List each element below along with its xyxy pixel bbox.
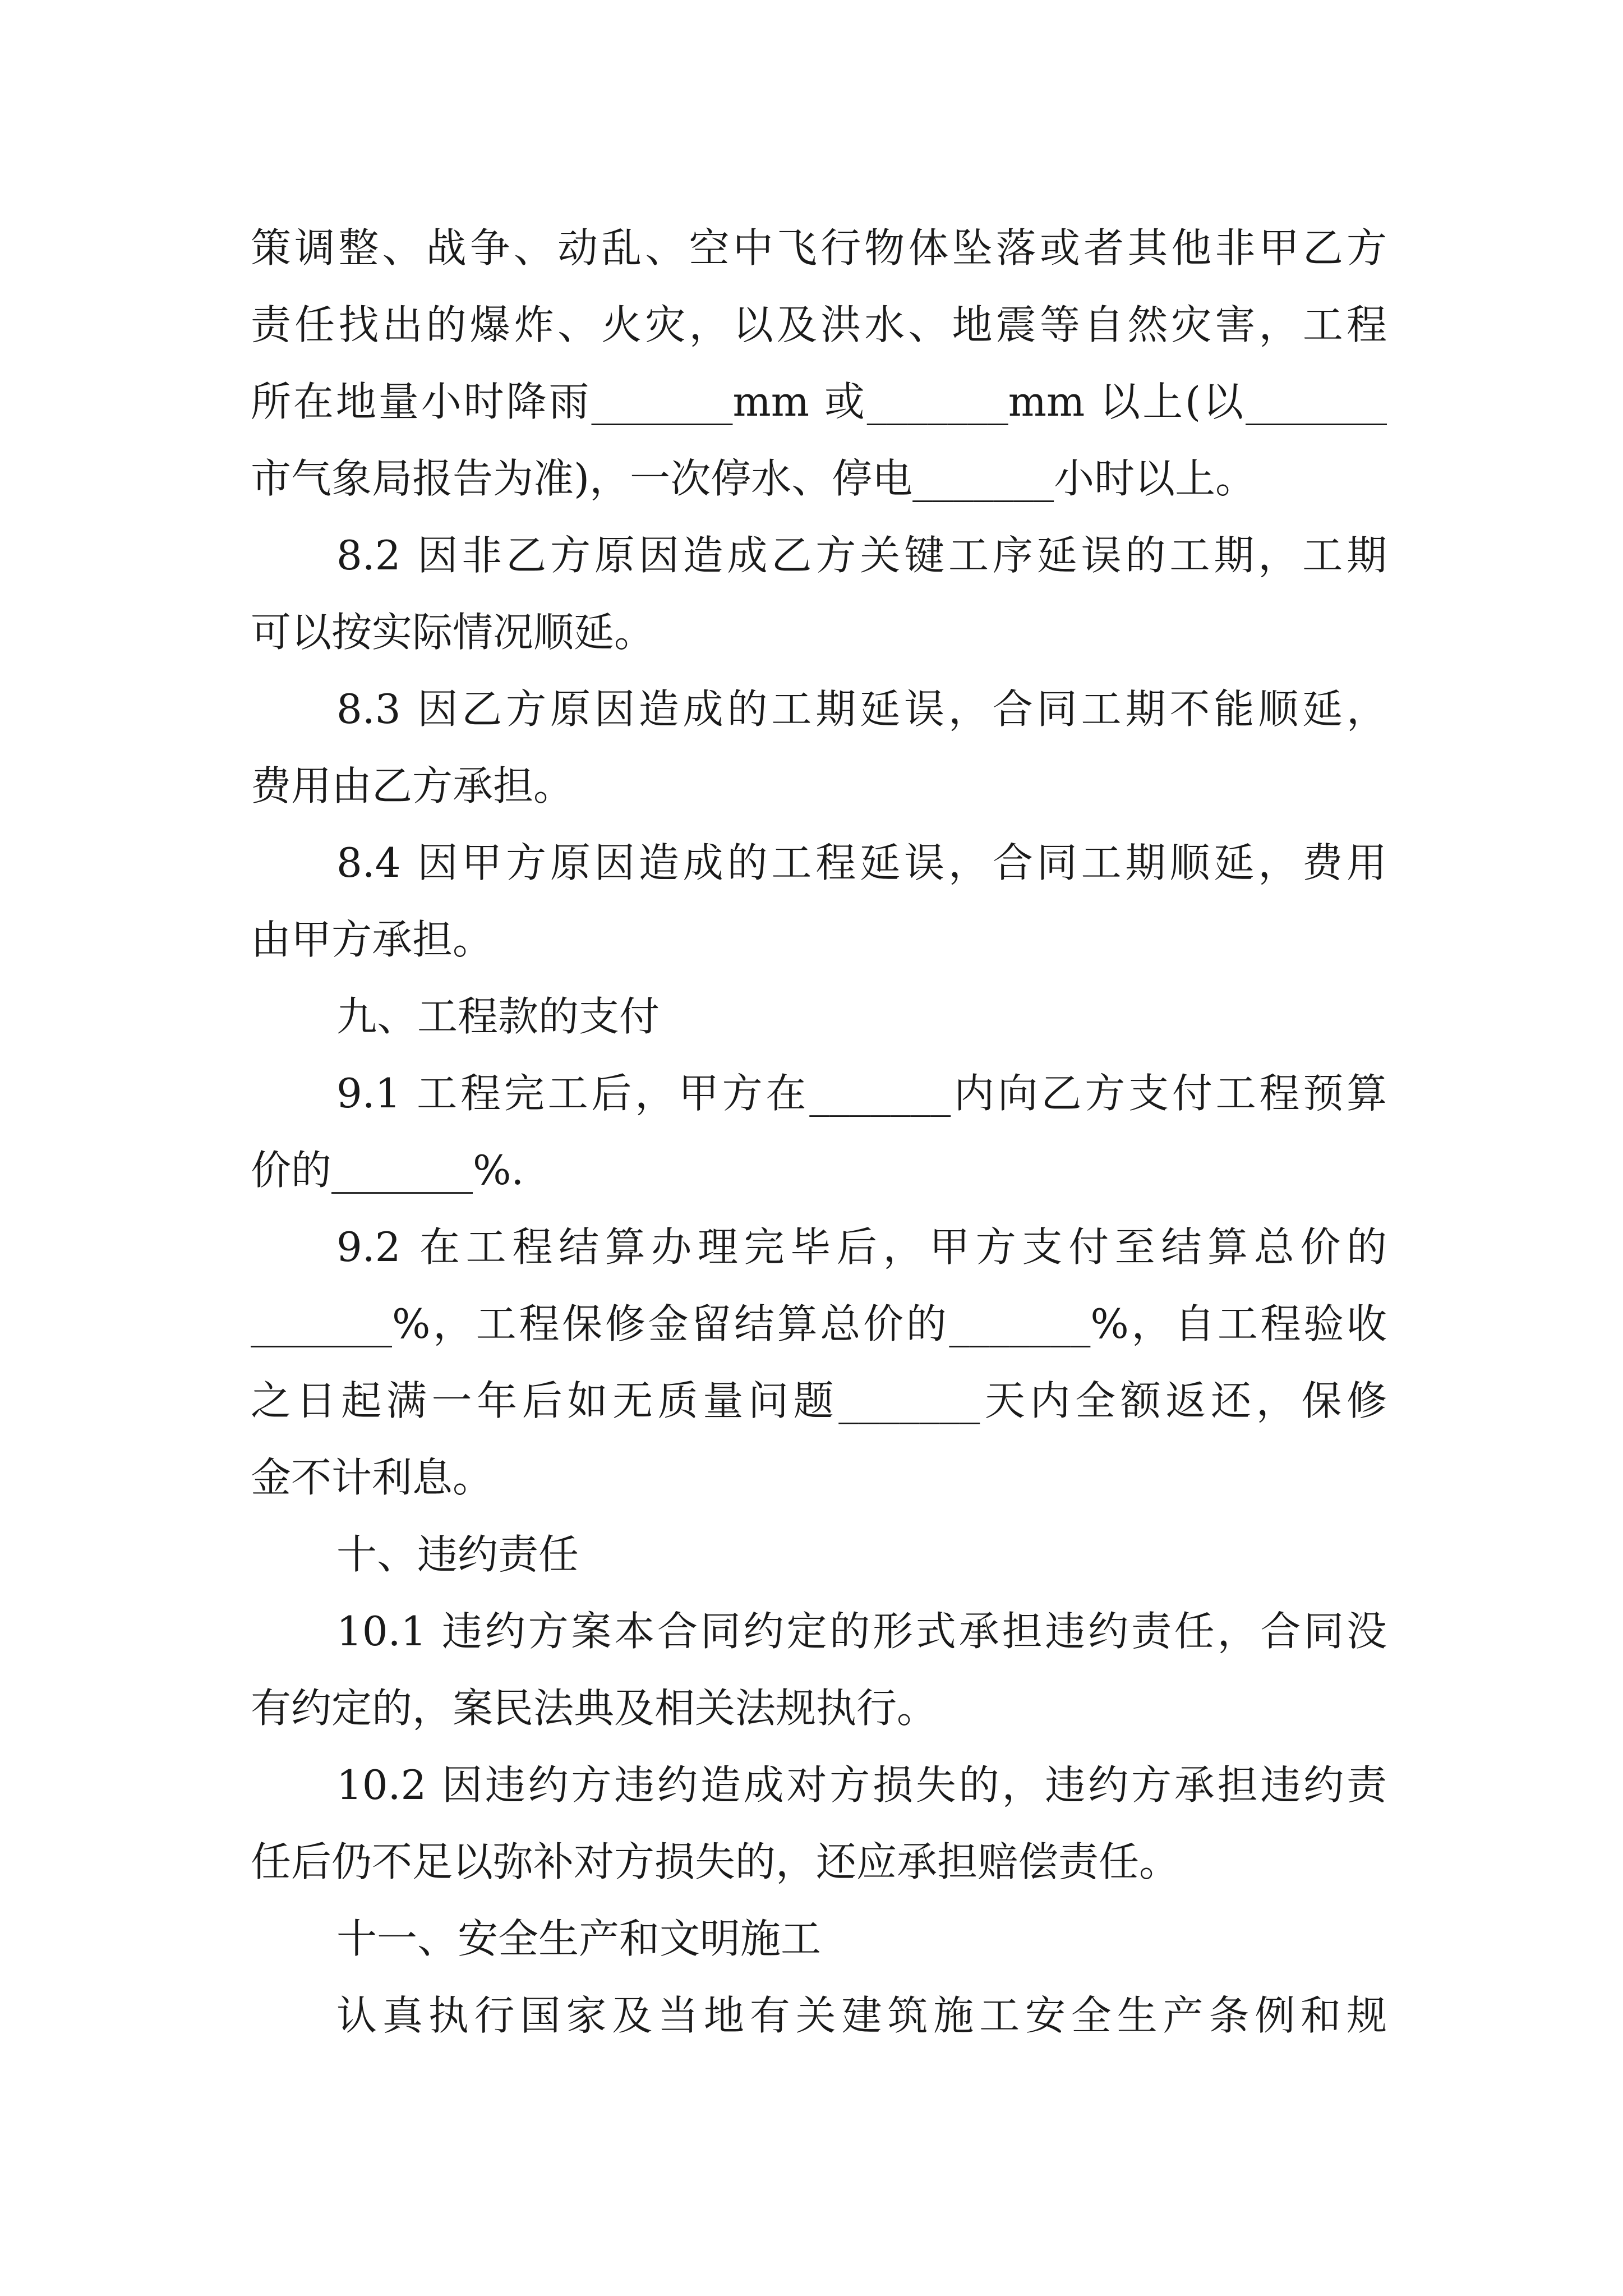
body-text-line: 8.2 因非乙方原因造成乙方关键工序延误的工期，工期 xyxy=(336,532,1387,579)
body-text-line: 8.3 因乙方原因造成的工期延误，合同工期不能顺延， xyxy=(336,685,1387,733)
body-text-line: 所在地量小时降雨_______mm 或_______mm 以上(以_______ xyxy=(251,378,1387,425)
clause-8-1-continued xyxy=(251,210,1387,517)
body-text-line: 可以按实际情况顺延。 xyxy=(251,609,655,656)
body-text-line: 市气象局报告为准)，一次停水、停电_______小时以上。 xyxy=(251,455,1256,502)
clause-10-2 xyxy=(251,1747,1387,1901)
body-text-line: 金不计利息。 xyxy=(251,1454,494,1501)
body-text-line: 9.2 在工程结算办理完毕后，甲方支付至结算总价的 xyxy=(336,1223,1387,1271)
body-text-line: 由甲方承担。 xyxy=(251,916,494,963)
body-text-line: 任后仍不足以弥补对方损失的，还应承担赔偿责任。 xyxy=(251,1838,1180,1885)
section-heading-9: 九、工程款的支付 xyxy=(336,993,660,1040)
body-text-line: 8.4 因甲方原因造成的工程延误，合同工期顺延，费用 xyxy=(336,839,1387,886)
section-heading-11: 十一、安全生产和文明施工 xyxy=(336,1915,822,1962)
clause-9-1 xyxy=(251,1055,1387,1209)
clause-8-3 xyxy=(251,671,1387,825)
section-11-body xyxy=(251,1977,1387,2054)
section-heading-10: 十、违约责任 xyxy=(336,1531,579,1578)
clause-8-2 xyxy=(251,517,1387,671)
body-text-line: 责任找出的爆炸、火灾，以及洪水、地震等自然灾害，工程 xyxy=(251,301,1387,348)
body-text-line: 费用由乙方承担。 xyxy=(251,762,574,809)
document-page xyxy=(251,210,1387,2054)
body-text-line: 9.1 工程完工后，甲方在_______内向乙方支付工程预算 xyxy=(336,1070,1387,1117)
body-text-line: 之日起满一年后如无质量问题_______天内全额返还，保修 xyxy=(251,1377,1387,1424)
clause-8-4 xyxy=(251,825,1387,978)
body-text-line: 有约定的，案民法典及相关法规执行。 xyxy=(251,1685,938,1732)
clause-10-1 xyxy=(251,1593,1387,1747)
body-text-line: 10.1 违约方案本合同约定的形式承担违约责任，合同没 xyxy=(336,1608,1387,1655)
body-text-line: _______%，工程保修金留结算总价的_______%，自工程验收 xyxy=(251,1300,1387,1347)
clause-9-2 xyxy=(251,1209,1387,1516)
body-text-line: 策调整、战争、动乱、空中飞行物体坠落或者其他非甲乙方 xyxy=(251,224,1387,272)
body-text-line: 认真执行国家及当地有关建筑施工安全生产条例和规 xyxy=(336,1992,1387,2039)
body-text-line: 价的_______%. xyxy=(251,1147,524,1194)
body-text-line: 10.2 因违约方违约造成对方损失的，违约方承担违约责 xyxy=(336,1761,1387,1809)
